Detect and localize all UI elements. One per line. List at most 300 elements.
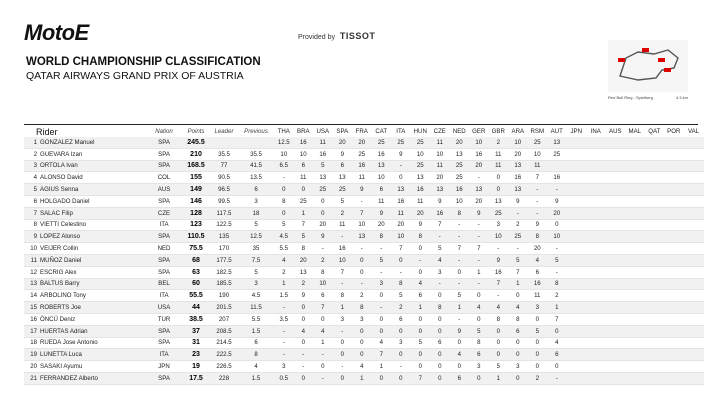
race-points-cell: 1	[379, 363, 383, 371]
race-points-cell: 13	[391, 184, 411, 196]
nation-cell: SPA	[146, 231, 182, 243]
leader-gap-cell: 99.5	[218, 197, 230, 205]
race-points-cell: 13	[455, 150, 463, 158]
race-points-cell	[645, 160, 665, 172]
race-points-cell: 0	[418, 315, 422, 323]
race-points-cell: 3	[282, 363, 286, 371]
race-points-cell	[606, 302, 626, 314]
race-points-cell: 0	[379, 315, 383, 323]
rider-name-cell: ROBERTS Joe	[40, 302, 146, 314]
race-points-cell	[567, 349, 587, 361]
race-points-cell: 8	[391, 278, 411, 290]
table-row	[24, 313, 704, 325]
points-cell: 68	[182, 254, 210, 266]
race-points-cell: 16	[553, 174, 561, 182]
race-points-cell	[586, 148, 606, 160]
race-points-cell	[567, 243, 587, 255]
race-points-cell: 25	[450, 160, 470, 172]
race-points-cell	[684, 349, 704, 361]
race-points-cell: 8	[450, 207, 470, 219]
race-points-cell: 2	[516, 221, 520, 229]
race-points-cell: 0	[555, 363, 559, 371]
race-points-cell	[684, 160, 704, 172]
race-points-cell: -	[282, 174, 285, 182]
race-points-cell: -	[380, 245, 383, 253]
race-points-cell: 0	[321, 315, 325, 323]
race-points-cell	[625, 219, 645, 231]
race-points-cell: -	[274, 349, 294, 361]
race-points-cell: 0	[457, 363, 461, 371]
race-points-cell	[684, 219, 704, 231]
race-points-cell: 11	[358, 174, 365, 182]
position-cell: 5	[24, 184, 40, 196]
rider-name-cell: AGIUS Senna	[40, 184, 146, 196]
rider-name-cell: MUÑOZ Daniel	[40, 254, 146, 266]
race-points-cell	[664, 313, 684, 325]
race-points-cell: 13	[508, 184, 528, 196]
race-points-cell	[567, 337, 587, 349]
nation-cell: SPA	[158, 339, 170, 347]
race-points-cell: 4	[379, 339, 383, 347]
race-points-cell	[586, 137, 606, 148]
race-points-cell: 0	[438, 292, 442, 300]
previous-gap-cell	[238, 137, 274, 148]
race-points-cell: 8	[411, 231, 431, 243]
race-points-cell: 8	[496, 315, 500, 323]
race-points-cell: 6	[469, 349, 489, 361]
points-cell: 17.5	[182, 372, 210, 384]
race-points-cell	[684, 172, 704, 184]
col-leader: Leader	[214, 128, 234, 135]
race-points-cell: -	[469, 254, 489, 266]
race-points-cell	[625, 172, 645, 184]
previous-gap-cell: 41.5	[238, 160, 274, 172]
race-points-cell: 0.5	[274, 372, 294, 384]
race-points-cell	[664, 254, 684, 266]
leader-gap-cell: 201.5	[210, 302, 238, 314]
race-points-cell: 16	[494, 268, 502, 276]
race-points-cell: 20	[547, 207, 567, 219]
race-points-cell: 20	[333, 137, 353, 148]
leader-gap-cell: 208.5	[210, 325, 238, 337]
rider-name-cell: RUEDA Jose Antonio	[40, 339, 98, 347]
race-points-cell: 20	[294, 254, 314, 266]
race-points-cell: -	[399, 363, 402, 371]
previous-gap-cell: 5	[254, 221, 258, 229]
col-race-mal: MAL	[628, 128, 642, 135]
position-cell: 16	[30, 315, 37, 323]
table-row	[24, 372, 704, 384]
race-points-cell: 11	[489, 160, 509, 172]
leader-gap-cell: 226.5	[216, 363, 232, 371]
race-points-cell: 0	[438, 315, 442, 323]
race-points-cell: 3	[496, 221, 500, 229]
race-points-cell	[606, 372, 626, 384]
race-points-cell: 5	[418, 339, 422, 347]
race-points-cell: 2	[528, 372, 548, 384]
position-cell: 21	[24, 372, 40, 384]
race-points-cell	[625, 325, 645, 337]
col-race-jpn: JPN	[570, 128, 583, 135]
race-points-cell: 0	[489, 349, 509, 361]
race-points-cell	[684, 148, 704, 160]
race-points-cell: 4	[294, 325, 314, 337]
race-points-cell: -	[430, 278, 450, 290]
race-points-cell: -	[450, 254, 470, 266]
race-points-cell: 5	[528, 325, 548, 337]
race-points-cell: 10	[533, 150, 541, 158]
race-points-cell: 2	[333, 207, 353, 219]
race-points-cell	[645, 302, 665, 314]
race-points-cell	[684, 337, 704, 349]
race-points-cell	[567, 184, 587, 196]
points-cell: 19	[192, 363, 200, 371]
race-points-cell: 0	[528, 349, 548, 361]
race-points-cell: 4	[430, 254, 450, 266]
col-race-cze: CZE	[433, 128, 446, 135]
race-points-cell: 7	[340, 268, 344, 276]
col-nation: Nation	[155, 128, 173, 135]
race-points-cell: 4	[469, 302, 489, 314]
points-cell: 44	[182, 302, 210, 314]
points-cell: 128	[182, 207, 210, 219]
col-race-cat: CAT	[375, 128, 388, 135]
rider-name-cell: ESCRIG Alex	[40, 268, 77, 276]
race-points-cell	[645, 337, 665, 349]
col-race-ger: GER	[472, 128, 486, 135]
race-points-cell	[664, 349, 684, 361]
race-points-cell	[684, 290, 704, 302]
race-points-cell: 10	[455, 197, 463, 205]
race-points-cell: 0	[535, 339, 539, 347]
position-cell: 6	[33, 197, 37, 205]
race-points-cell	[606, 184, 626, 196]
race-points-cell	[567, 313, 587, 325]
race-points-cell: 7	[457, 245, 461, 253]
points-cell: 63	[192, 268, 200, 276]
col-race-aus: AUS	[609, 128, 622, 135]
race-points-cell	[664, 266, 684, 278]
race-points-cell: 8	[282, 197, 286, 205]
col-race-ita: ITA	[396, 128, 406, 135]
race-points-cell	[664, 361, 684, 373]
race-points-cell	[606, 337, 626, 349]
col-race-spa: SPA	[336, 128, 349, 135]
race-points-cell: 25	[489, 207, 509, 219]
race-points-cell: 0	[469, 372, 489, 384]
race-points-cell	[567, 361, 587, 373]
race-points-cell	[586, 231, 606, 243]
race-points-cell: 6	[372, 184, 392, 196]
rider-name-cell: ARBOLINO Tony	[40, 292, 86, 300]
race-points-cell: 10	[377, 174, 385, 182]
race-points-cell: 0	[547, 325, 567, 337]
circuit-length: 4.3 km	[675, 95, 688, 100]
race-points-cell: 0	[430, 372, 450, 384]
race-points-cell: 13	[430, 184, 450, 196]
points-cell: 146	[190, 197, 202, 205]
page-subtitle: QATAR AIRWAYS GRAND PRIX OF AUSTRIA	[26, 70, 244, 82]
race-points-cell	[586, 172, 606, 184]
rider-name-cell: FERRANDEZ Alberto	[40, 372, 146, 384]
table-row	[24, 195, 704, 207]
race-points-cell: 3	[477, 363, 481, 371]
race-points-cell	[645, 349, 665, 361]
race-points-cell: -	[497, 292, 500, 300]
race-points-cell: 13	[319, 174, 327, 182]
race-points-cell: -	[469, 278, 489, 290]
col-race-gbr: GBR	[491, 128, 505, 135]
previous-gap-cell: 1.5	[238, 325, 274, 337]
race-points-cell: 5	[508, 254, 528, 266]
race-points-cell: 13	[494, 197, 502, 205]
table-row	[24, 349, 704, 361]
race-points-cell: 25	[455, 174, 463, 182]
race-points-cell: -	[352, 278, 372, 290]
race-points-cell: -	[536, 197, 539, 205]
table-row	[24, 160, 704, 172]
race-points-cell: 11	[417, 197, 424, 205]
race-points-cell	[606, 361, 626, 373]
race-points-cell: 11	[300, 174, 307, 182]
race-points-cell: -	[333, 278, 353, 290]
race-points-cell: 16	[514, 174, 522, 182]
race-points-cell: 13	[469, 184, 489, 196]
race-points-cell: 6	[508, 325, 528, 337]
race-points-cell: 5	[340, 197, 344, 205]
race-points-cell: 13	[338, 174, 346, 182]
rider-name-cell: ALONSO David	[40, 174, 83, 182]
race-points-cell	[645, 361, 665, 373]
nation-cell: ITA	[159, 292, 169, 300]
col-race-usa: USA	[316, 128, 330, 135]
race-points-cell	[567, 195, 587, 207]
race-points-cell: 10	[547, 231, 567, 243]
col-race-tha: THA	[277, 128, 290, 135]
rider-name-cell: HOLGADO Daniel	[40, 197, 90, 205]
race-points-cell	[625, 195, 645, 207]
race-points-cell	[684, 361, 704, 373]
race-points-cell: 0	[477, 292, 481, 300]
race-points-cell	[645, 207, 665, 219]
provided-by	[298, 31, 375, 41]
race-points-cell	[664, 337, 684, 349]
previous-gap-cell: 5.5	[251, 315, 261, 323]
previous-gap-cell: 6	[254, 339, 258, 347]
race-points-cell: 5	[399, 292, 403, 300]
race-points-cell: -	[555, 245, 558, 253]
race-points-cell	[567, 219, 587, 231]
table-row	[24, 254, 704, 266]
race-points-cell: 16	[352, 160, 372, 172]
race-points-cell	[567, 254, 587, 266]
race-points-cell: 0	[372, 372, 392, 384]
race-points-cell: -	[399, 268, 402, 276]
race-points-cell	[606, 172, 626, 184]
race-points-cell: -	[333, 231, 353, 243]
points-cell: 31	[192, 339, 200, 347]
race-points-cell: 0	[418, 245, 422, 253]
race-points-cell: 20	[319, 221, 327, 229]
race-points-cell: -	[477, 221, 480, 229]
race-points-cell: 0	[294, 184, 314, 196]
race-points-cell: 13	[508, 160, 528, 172]
race-points-cell	[625, 254, 645, 266]
rider-name-cell: ÖNCÜ Deniz	[40, 315, 76, 323]
race-points-cell: 9	[418, 221, 422, 229]
previous-gap-cell: 4.5	[251, 292, 261, 300]
race-points-cell: 9	[438, 197, 442, 205]
race-points-cell	[625, 160, 645, 172]
race-points-cell: 0	[274, 207, 294, 219]
race-points-cell: 6	[321, 292, 325, 300]
race-points-cell: 0	[555, 221, 559, 229]
race-points-cell: 3.5	[279, 315, 288, 323]
race-points-cell: 6	[438, 339, 442, 347]
race-points-cell: 10	[358, 221, 366, 229]
race-points-cell: 0	[430, 325, 450, 337]
race-points-cell: 6	[535, 268, 539, 276]
race-points-cell: 10	[508, 137, 528, 148]
previous-gap-cell: 3	[238, 278, 274, 290]
table-row	[24, 148, 704, 160]
race-points-cell: 9	[450, 325, 470, 337]
position-cell: 7	[24, 207, 40, 219]
race-points-cell: 11	[378, 197, 385, 205]
race-points-cell: 8	[430, 302, 450, 314]
points-cell: 60	[182, 278, 210, 290]
race-points-cell: -	[430, 231, 450, 243]
col-race-fra: FRA	[355, 128, 368, 135]
race-points-cell	[606, 349, 626, 361]
race-points-cell	[567, 266, 587, 278]
race-points-cell: 20	[397, 221, 405, 229]
race-points-cell: 3	[438, 268, 442, 276]
race-points-cell: 2	[489, 137, 509, 148]
race-points-cell: 0	[321, 363, 325, 371]
race-points-cell: 5	[438, 245, 442, 253]
race-points-cell: -	[469, 231, 489, 243]
points-cell: 75.5	[189, 245, 203, 253]
race-points-cell: 0	[333, 349, 353, 361]
race-points-cell: 13	[547, 137, 567, 148]
race-points-cell	[586, 372, 606, 384]
leader-gap-cell: 207	[218, 315, 230, 323]
leader-gap-cell: 185.5	[210, 278, 238, 290]
race-points-cell: 6	[547, 349, 567, 361]
position-cell: 2	[33, 150, 37, 158]
table-row	[24, 172, 704, 184]
leader-gap-cell: 177.5	[210, 254, 238, 266]
race-points-cell: 0	[391, 254, 411, 266]
race-points-cell: 1	[477, 268, 481, 276]
header-divider	[24, 124, 698, 125]
race-points-cell: 0	[496, 174, 500, 182]
race-points-cell	[645, 148, 665, 160]
race-points-cell: -	[321, 245, 324, 253]
race-points-cell	[684, 266, 704, 278]
race-points-cell: 2	[555, 292, 559, 300]
race-points-cell: 16	[411, 184, 431, 196]
nation-cell: ITA	[146, 349, 182, 361]
race-points-cell: 0	[496, 339, 500, 347]
race-points-cell: -	[274, 325, 294, 337]
race-points-cell: 0	[301, 339, 305, 347]
col-race-ina: INA	[590, 128, 601, 135]
race-points-cell: 6	[399, 315, 403, 323]
race-points-cell: 2	[391, 302, 411, 314]
race-points-cell: 1	[508, 278, 528, 290]
nation-cell: SPA	[158, 268, 170, 276]
race-points-cell	[586, 243, 606, 255]
race-points-cell: -	[458, 315, 461, 323]
race-points-cell: 0	[430, 349, 450, 361]
race-points-cell: 5	[457, 292, 461, 300]
col-race-por: POR	[667, 128, 681, 135]
race-points-cell: 1	[489, 372, 509, 384]
race-points-cell: 0	[352, 349, 372, 361]
race-points-cell	[664, 243, 684, 255]
nation-cell: ITA	[159, 221, 169, 229]
race-points-cell: 0	[391, 349, 411, 361]
race-points-cell: -	[458, 221, 461, 229]
circuit-name: Red Bull Ring - Spielberg	[608, 95, 653, 100]
race-points-cell	[606, 290, 626, 302]
race-points-cell: 7	[372, 349, 392, 361]
race-points-cell	[606, 148, 626, 160]
points-cell: 155	[190, 174, 202, 182]
race-points-cell: 7	[516, 268, 520, 276]
previous-gap-cell: 18	[238, 207, 274, 219]
leader-gap-cell: 35.5	[218, 150, 230, 158]
race-points-cell: 7	[438, 221, 442, 229]
position-cell: 13	[24, 278, 40, 290]
race-points-cell	[684, 278, 704, 290]
rider-name-cell: VEIJER Collin	[40, 245, 79, 253]
points-cell: 37	[182, 325, 210, 337]
race-points-cell	[645, 290, 665, 302]
rider-name-cell: HUERTAS Adrian	[40, 325, 146, 337]
race-points-cell	[567, 137, 587, 148]
race-points-cell: 20	[377, 221, 385, 229]
race-points-cell: 7	[477, 245, 481, 253]
race-points-cell	[645, 195, 665, 207]
leader-gap-cell	[210, 137, 238, 148]
race-points-cell	[625, 278, 645, 290]
rider-name-cell: LOPEZ Alonso	[40, 231, 146, 243]
table-row	[24, 290, 704, 302]
table-row	[24, 278, 704, 290]
race-points-cell: 3	[528, 302, 548, 314]
race-points-cell: 0	[477, 315, 481, 323]
position-cell: 1	[24, 137, 40, 148]
race-points-cell: 3	[516, 363, 520, 371]
race-points-cell	[567, 372, 587, 384]
position-cell: 8	[33, 221, 37, 229]
race-points-cell: 0	[418, 363, 422, 371]
race-points-cell: -	[313, 349, 333, 361]
table-row	[24, 184, 704, 196]
race-points-cell: 25	[358, 150, 366, 158]
race-points-cell: 3	[372, 278, 392, 290]
race-points-cell	[625, 361, 645, 373]
race-points-cell	[606, 254, 626, 266]
race-points-cell: -	[450, 278, 470, 290]
leader-gap-cell: 117.5	[210, 207, 238, 219]
race-points-cell: 16	[475, 150, 483, 158]
race-points-cell: -	[372, 302, 392, 314]
leader-gap-cell: 214.5	[216, 339, 232, 347]
